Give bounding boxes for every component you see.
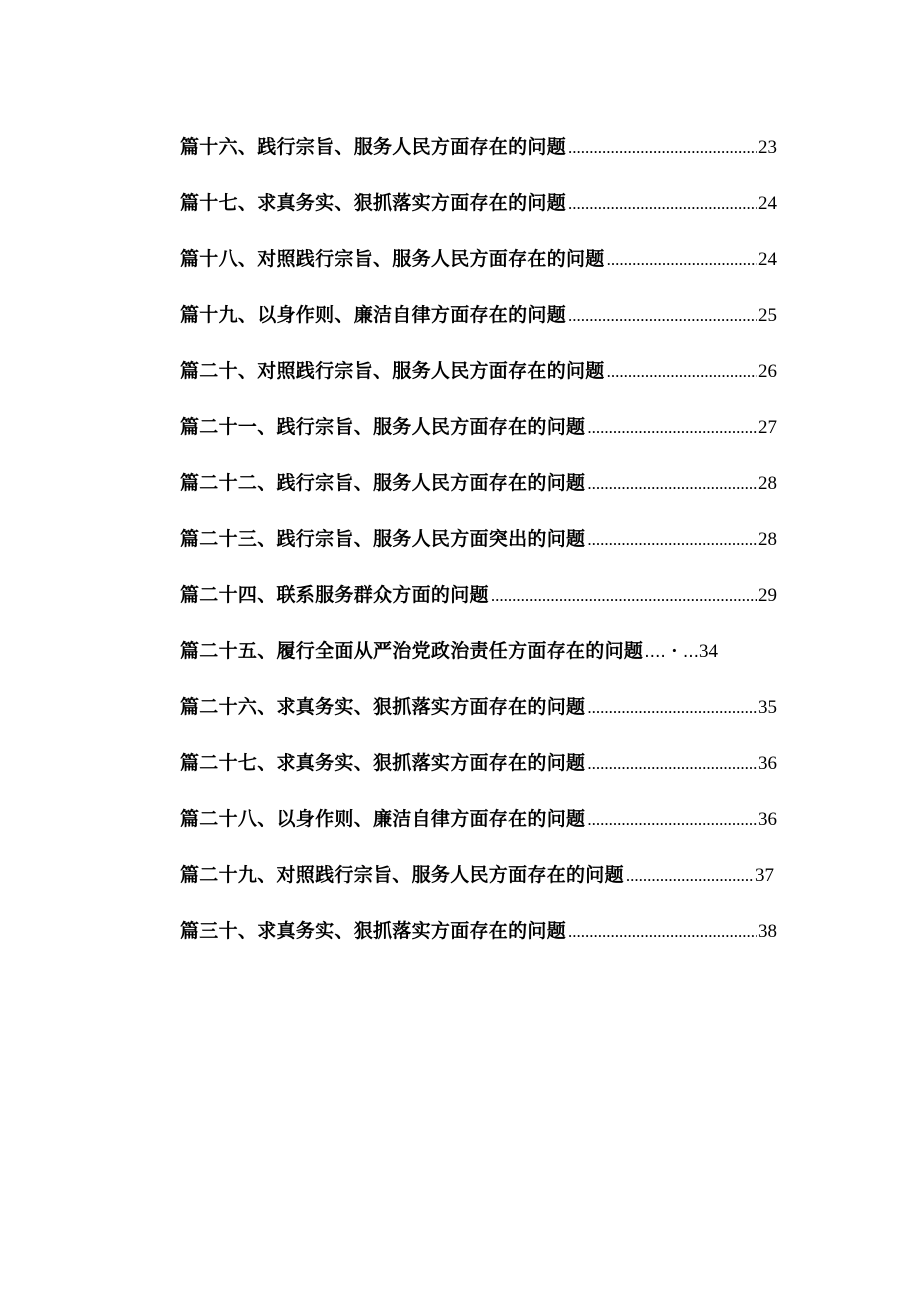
toc-entry-page: 36	[758, 809, 777, 830]
toc-dot-leader	[587, 804, 757, 836]
toc-entry-title: 篇二十九、对照践行宗旨、服务人民方面存在的问题	[180, 864, 624, 886]
toc-entry-title: 篇三十、求真务实、狠抓落实方面存在的问题	[180, 920, 567, 942]
toc-dot-leader	[568, 916, 757, 948]
toc-entry[interactable]	[180, 243, 780, 299]
toc-entry-page: 29	[758, 585, 777, 606]
toc-entry-line	[180, 299, 777, 331]
toc-entry-line	[180, 243, 777, 275]
toc-entry-line	[180, 803, 777, 835]
toc-dot-leader	[568, 132, 757, 164]
toc-entry-line	[180, 915, 777, 947]
toc-dot-leader	[626, 860, 754, 892]
toc-entry-page: 25	[758, 305, 777, 326]
toc-dot-leader	[607, 244, 757, 276]
toc-entry-page: 38	[758, 921, 777, 942]
toc-entry[interactable]	[180, 635, 780, 691]
toc-entry-line	[180, 747, 777, 779]
toc-entry-line	[180, 859, 774, 891]
toc-entry-page: 24	[758, 249, 777, 270]
toc-entry[interactable]	[180, 803, 780, 859]
toc-entry[interactable]	[180, 299, 780, 355]
toc-entry-title: 篇二十七、求真务实、狠抓落实方面存在的问题	[180, 752, 586, 774]
toc-entry[interactable]	[180, 411, 780, 467]
toc-entry-title: 篇二十四、联系服务群众方面的问题	[180, 584, 489, 606]
toc-dot-leader	[607, 356, 757, 388]
toc-entry[interactable]	[180, 579, 780, 635]
toc-entry-page: 36	[758, 753, 777, 774]
toc-dot-leader	[587, 412, 757, 444]
toc-entry[interactable]	[180, 523, 780, 579]
toc-dot-leader	[587, 524, 757, 556]
toc-dot-leader	[491, 580, 757, 612]
toc-entry-page: 35	[758, 697, 777, 718]
toc-entry-title: 篇十九、以身作则、廉洁自律方面存在的问题	[180, 304, 567, 326]
toc-entry-page: 34	[699, 641, 719, 662]
toc-entry-page: 37	[755, 865, 774, 886]
toc-dot-leader	[587, 748, 757, 780]
toc-entry-title: 篇二十一、践行宗旨、服务人民方面存在的问题	[180, 416, 586, 438]
toc-entry[interactable]	[180, 915, 780, 971]
toc-entry-page: 24	[758, 193, 777, 214]
toc-dot-leader	[568, 188, 757, 220]
toc-entry-line	[180, 579, 777, 611]
toc-entry-line	[180, 523, 777, 555]
toc-entry-page: 23	[758, 137, 777, 158]
toc-entry-page: 28	[758, 529, 777, 550]
toc-entry-line	[180, 355, 777, 387]
toc-dot-leader	[568, 300, 757, 332]
toc-entry-title: 篇二十三、践行宗旨、服务人民方面突出的问题	[180, 528, 586, 550]
toc-entry-line	[180, 187, 777, 219]
toc-entry[interactable]	[180, 859, 780, 915]
toc-entry-title: 篇二十二、践行宗旨、服务人民方面存在的问题	[180, 472, 586, 494]
toc-dot-leader	[587, 692, 757, 724]
toc-dot-leader: ....・...	[644, 642, 700, 662]
toc-entry-page: 27	[758, 417, 777, 438]
toc-entry-line	[180, 635, 745, 667]
toc-entry[interactable]	[180, 467, 780, 523]
toc-entry-page: 26	[758, 361, 777, 382]
toc-entry[interactable]	[180, 691, 780, 747]
toc-entry-title: 篇十六、践行宗旨、服务人民方面存在的问题	[180, 136, 567, 158]
toc-entry[interactable]	[180, 187, 780, 243]
table-of-contents	[180, 131, 780, 971]
toc-entry[interactable]	[180, 747, 780, 803]
toc-entry-page: 28	[758, 473, 777, 494]
toc-entry[interactable]	[180, 355, 780, 411]
toc-entry-title: 篇二十六、求真务实、狠抓落实方面存在的问题	[180, 696, 586, 718]
toc-dot-leader	[587, 468, 757, 500]
toc-entry-title: 篇二十五、履行全面从严治党政治责任方面存在的问题	[180, 640, 644, 662]
toc-entry-line	[180, 691, 777, 723]
toc-entry-title: 篇十七、求真务实、狠抓落实方面存在的问题	[180, 192, 567, 214]
toc-entry-line	[180, 467, 777, 499]
toc-entry-title: 篇十八、对照践行宗旨、服务人民方面存在的问题	[180, 248, 605, 270]
toc-entry-line	[180, 411, 777, 443]
toc-entry-title: 篇二十、对照践行宗旨、服务人民方面存在的问题	[180, 360, 605, 382]
toc-entry-line	[180, 131, 777, 163]
toc-entry-title: 篇二十八、以身作则、廉洁自律方面存在的问题	[180, 808, 586, 830]
toc-entry[interactable]	[180, 131, 780, 187]
